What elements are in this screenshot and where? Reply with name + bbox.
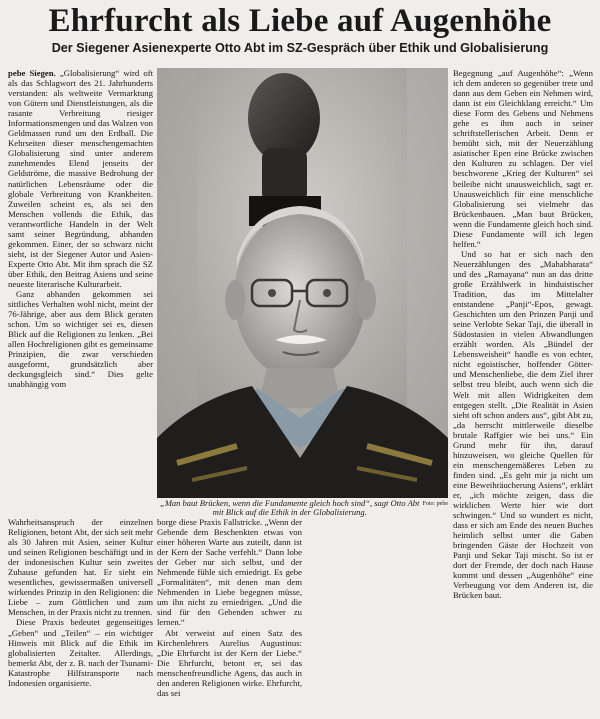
photo-credit: Foto: pebe bbox=[422, 501, 448, 507]
article-column-bottom-1 bbox=[8, 517, 153, 716]
article-column-right bbox=[453, 68, 593, 716]
caption-text: „Man baut Brücken, wenn die Fundamente gleich hoch sind“, sagt Otto Abt mit Blick auf die Ethik in der Globalisierung. bbox=[160, 498, 420, 517]
article-paragraph: Begegnung „auf Augenhöhe“: „Wenn ich dem anderen so gegenüber trete und dann aus dem Geben ein Nehmen wird, dann ist ein Gleichklang erreicht.“ Um diese Form des Gebens und Nehmens gehe es ihm auch in seiner schriftstellerischen Arbeit. Denn er bemüht sich, mit der Neuerzählung asiatischer Epen eine Brücke zwischen den Kulturen zu schlagen. Der viel beschworene „Krieg der Kulturen“ sei beileibe nicht unausweichlich, sagt er. Unausweichlich für eine menschliche Globalisierung sei vielmehr das Brückenbauen. „Man baut Brücken, wenn die Fundamente gleich hoch sind. Diese Fundamente will ich legen helfen.“ bbox=[453, 68, 593, 249]
article-paragraph: Abt verweist auf einen Satz des Kirchenlehrers Aurelius Augustinus: „Die Ehrfurcht ist der Kern der Liebe.“ Die Ehrfurcht, betont er, sei das menschenfreundliche Agens, das auch in den anderen Religionen wirke. Ehrfurcht, das sei bbox=[157, 627, 302, 698]
photo-caption bbox=[157, 499, 448, 515]
article-column-left bbox=[8, 68, 153, 511]
article-headline: Ehrfurcht als Liebe auf Augenhöhe bbox=[48, 3, 552, 39]
article-column-bottom-2 bbox=[157, 517, 302, 716]
article-paragraph bbox=[8, 68, 153, 289]
article-paragraph: Und so hat er sich nach den Neuerzählungen des „Mahabharata“ und des „Ramayana“ nun an das dritte große Erzählwerk in hinduistischer Tradition, das im Mittelalter entstandene „Panji“-Epos, gewagt. Geschichten um den Prinzen Panji und seine Verlobte Sekar Taji, die überall in Südostasien in vielen Abwandlungen erzählt worden. Als „Bündel der Lebensweisheit“ handle es von echter, nicht egoistischer, hoffender Götter- und Menschenliebe, die dem Ziel ihrer selbst treu bleibt, auch wenn sich die Welt mit allen Widrigkeiten dem entgegen stellt. „Die Realität in Asien sieht oft schon anders aus“, gibt Abt zu, „da herrscht mittlerweile dieselbe brutale Raffgier wie bei uns.“ Ein Grund mehr für ihn, darauf hinzuweisen, wo gleiche Quellen für ein menschengemäßeres Leben zu finden sind. „Es geht mir ja nicht um eine Beweihräucherung Asiens“, erklärt er, „ich möchte zeigen, dass die wirklichen Werte hier wie dort schwingen.“ Und so wundert es nicht, dass er sich am Ende des neuen Buches heimlich selbst unter die Gaben bringenden Gäste der Hochzeit von Panji und Sekar Taji mischt. So ist er dort der Fremde, der doch nach Hause kommt und dessen „Augenhöhe“ eine Verbeugung vor dem Anderen ist, die Brücken baut. bbox=[453, 248, 593, 601]
portrait-photo-image bbox=[157, 68, 448, 498]
dateline: pebe Siegen. bbox=[8, 68, 56, 78]
paragraph-text: „Globalisierung“ wird oft als das Schlagwort des 21. Jahrhunderts verstanden: als weltweite Vermarktung von Gütern und Dienstleistungen, als die rasante Verbreitung riesiger Informationsmengen und das Walzen von Geldmassen rund um den Erdball. Die Kehrseiten dieser menschengemachten Globalisierung sind unter anderem zunehmendes Elend jenseits der Geldströme, die massive Bedrohung der natürlichen Lebensräume oder die globale Verbreitung von Krankheiten. Zuweilen scheint es, als sei den Menschen vollends die Ethik, das verantwortliche Handeln in der Welt samt seiner Begründung, abhanden gekommen. Einer, der so schwarz nicht sieht, ist der Siegener Autor und Asien-Experte Otto Abt. Mit ihm sprach die SZ über Ethik, den Beitrag Asiens und seine neueste literarische Kulturarbeit. bbox=[8, 68, 153, 289]
article-paragraph: Ganz abhanden gekommen sei sittliches Verhalten wohl nicht, meint der 76-Jährige, aber aus dem Blick geraten schon. Um so wichtiger sei es, diesen Blick auf die Religionen zu lenken. „Bei allen Hochreligionen gibt es gemeinsame Prinzipien, die zwar verschieden ausgeformt, grundsätzlich aber deckungsgleich sind.“ Dies gelte unabhängig vom bbox=[8, 289, 153, 390]
article-subheadline: Der Siegener Asienexperte Otto Abt im SZ-Gespräch über Ethik und Globalisierung bbox=[51, 41, 549, 55]
article-photo bbox=[157, 68, 448, 498]
article-paragraph: Wahrheitsanspruch der einzelnen Religionen, betont Abt, der sich seit mehr als 30 Jahren mit Asien, seiner Kultur und seinen Religionen beschäftigt und in der indonesischen Kultur sein zweites Zuhause gefunden hat. Er sieht ein wesentliches, gewissermaßen universell wirkendes Prinzip in den Religionen: die Liebe – zum Göttlichen und zum Menschen, in der Praxis nicht zu trennen. bbox=[8, 517, 153, 618]
article-paragraph: borge diese Praxis Fallstricke. „Wenn der Gebende dem Beschenkten etwas von einer höheren Warte aus zuteilt, dann ist der Kern der Sache verfehlt.“ Dann lobe der Geber nur sich selbst, und der Nehmende fühle sich erniedrigt. Es gebe „Formalitäten“, mit denen man dem Nehmenden in Liebe begegnen müsse, um ihn nicht zu erniedrigen. „Und die sind für den Gebenden schwer zu lernen.“ bbox=[157, 517, 302, 628]
article-paragraph: Diese Praxis bedeutet gegenseitiges „Geben“ und „Teilen“ – ein wichtiger Hinweis mit Blick auf die Ethik im globalisierten Zeitalter. Allerdings, bemerkt Abt, der z. B. nach der Tsunami-Katastrophe Hilfstransporte nach Indonesien organisierte. bbox=[8, 617, 153, 688]
article-column-bottom-3 bbox=[306, 517, 449, 716]
